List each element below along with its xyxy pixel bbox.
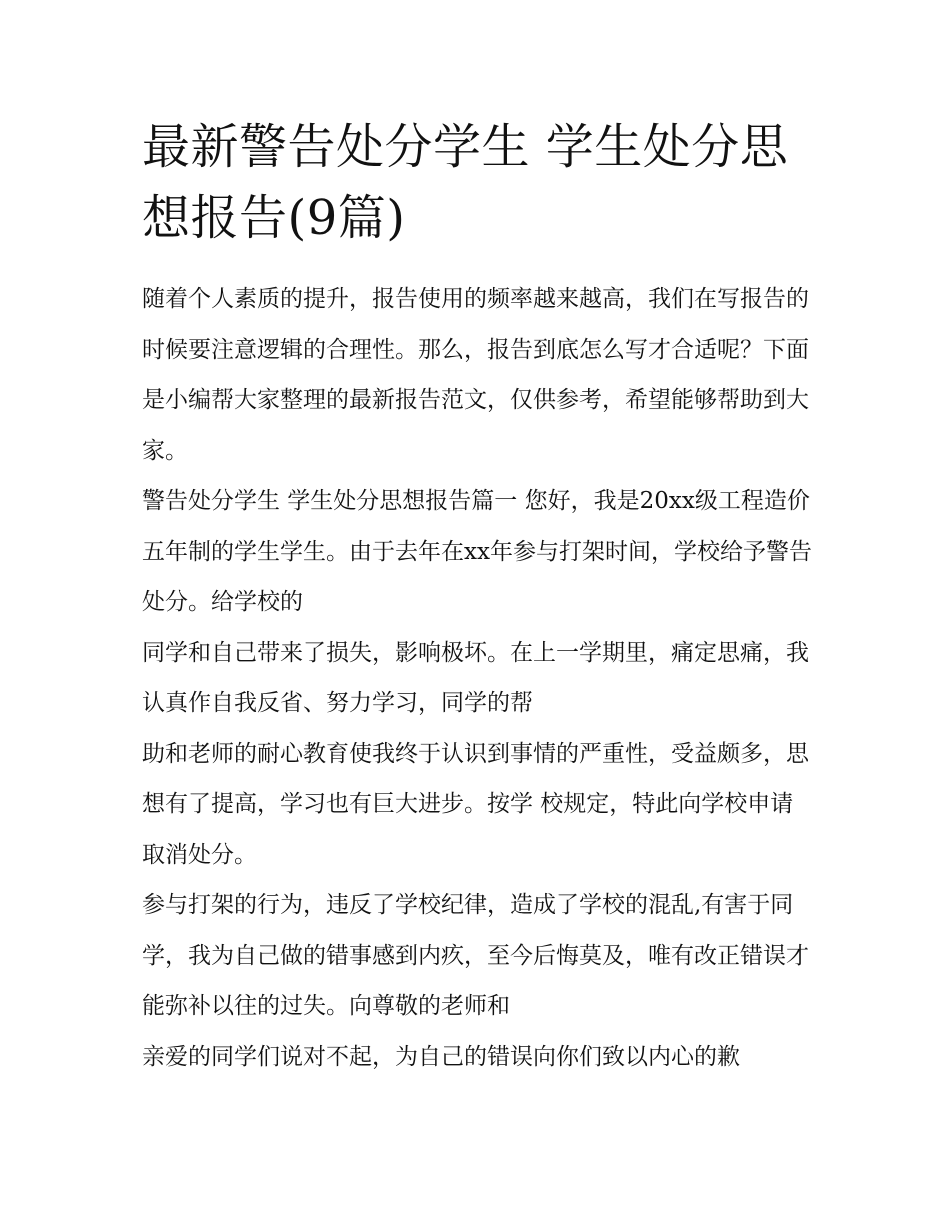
paragraph: 同学和自己带来了损失，影响极坏。在上一学期里，痛定思痛，我认真作自我反省、努力学习，同学的帮: [142, 639, 809, 716]
document-title: 最新警告处分学生 学生处分思想报告(9篇): [142, 119, 789, 246]
document-page: [142, 112, 814, 1082]
paragraph: 助和老师的耐心教育使我终于认识到事情的严重性，受益颇多，思想有了提高，学习也有巨大进步。按学 校规定，特此向学校申请取消处分。: [142, 740, 809, 868]
paragraph: 警告处分学生 学生处分思想报告篇一 您好，我是20xx级工程造价五年制的学生学生。由于去年在xx年参与打架时间，学校给予警告处分。给学校的: [142, 488, 812, 615]
document-body: [142, 274, 814, 1082]
paragraph: 随着个人素质的提升，报告使用的频率越来越高，我们在写报告的时候要注意逻辑的合理性。那么，报告到底怎么写才合适呢？下面是小编帮大家整理的最新报告范文，仅供参考，希望能够帮助到大家。: [142, 286, 809, 464]
paragraph: 参与打架的行为，违反了学校纪律，造成了学校的混乱,有害于同学，我为自己做的错事感到内疚，至今后悔莫及，唯有改正错误才能弥补以往的过失。向尊敬的老师和: [142, 892, 809, 1019]
paragraph: 亲爱的同学们说对不起，为自己的错误向你们致以内心的歉: [142, 1043, 740, 1070]
